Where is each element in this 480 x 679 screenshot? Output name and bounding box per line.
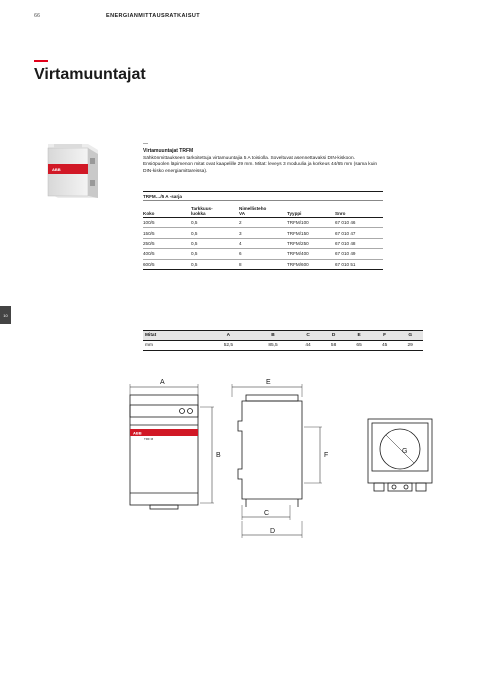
col-tyyppi: Tyyppi (287, 201, 335, 218)
col-tarkkuusluokka: Tarkkuus- luokka (191, 201, 239, 218)
dimension-drawings (120, 375, 440, 545)
chapter-tab: 10 (0, 306, 11, 324)
table-row: mm 52,5 85,5 44 58 65 45 29 (143, 341, 423, 351)
page-number: 66 (34, 13, 41, 19)
product-logo: ABB (52, 167, 61, 172)
side-view (238, 401, 302, 499)
col-snro: Snro (335, 201, 383, 218)
table-row: 100/5 0,5 2 TRFM/100 67 010 46 (143, 218, 383, 228)
dim-label-b: B (216, 452, 221, 459)
dim-header: F (372, 331, 398, 341)
page-title: Virtamuuntajat (34, 66, 146, 83)
spec-table (143, 191, 383, 270)
dim-header: B (251, 331, 296, 341)
section-heading: ENERGIANMITTAUSRATKAISUT (106, 13, 201, 19)
product-title: Virtamuuntajat TRFM (143, 148, 194, 154)
table-row: 250/5 0,5 4 TRFM/250 67 010 48 (143, 238, 383, 248)
dim-header: A (206, 331, 251, 341)
table-row: 600/5 0,5 8 TRFM/600 67 010 51 (143, 259, 383, 269)
spec-series: TRFM…/5 A -sarja (143, 192, 383, 201)
dimensions-table (143, 330, 423, 351)
title-accent-bar (34, 60, 48, 62)
dim-label-e: E (266, 379, 271, 386)
col-koko: Koko (143, 201, 191, 218)
product-description: Sähkönmittaukseen tarkoitettuja virtamuuntajia 5 A toisiolla. Soveltuvat asennettavaksi DIN-kiskoon. Ensiöpuolen läpimenon mitat ovat kaapelille 29 mm. Mitat: leveys 3 moduulia ja korkeus 44/65 mm (sama kuin DIN-kisko energiamittareissa). (143, 156, 378, 174)
dim-label-f: F (324, 452, 329, 459)
dim-header: D (321, 331, 347, 341)
dim-label-g: G (402, 448, 408, 455)
product-photo (40, 140, 106, 202)
front-logo: ABB (133, 430, 142, 436)
dim-header: Mitat (143, 331, 206, 341)
dim-label-d: D (270, 528, 276, 535)
dim-header: E (346, 331, 372, 341)
table-row: 400/5 0,5 6 TRFM/400 67 010 49 (143, 249, 383, 259)
dim-header: C (295, 331, 321, 341)
table-row: 150/5 0,5 3 TRFM/150 67 010 47 (143, 228, 383, 238)
product-dash: — (143, 141, 148, 147)
col-nimellisteho: Nimellisteho VA (239, 201, 287, 218)
front-model-label: TRF M (144, 437, 154, 441)
dim-label-a: A (160, 379, 165, 386)
dim-header: G (397, 331, 423, 341)
dim-label-c: C (264, 510, 270, 517)
